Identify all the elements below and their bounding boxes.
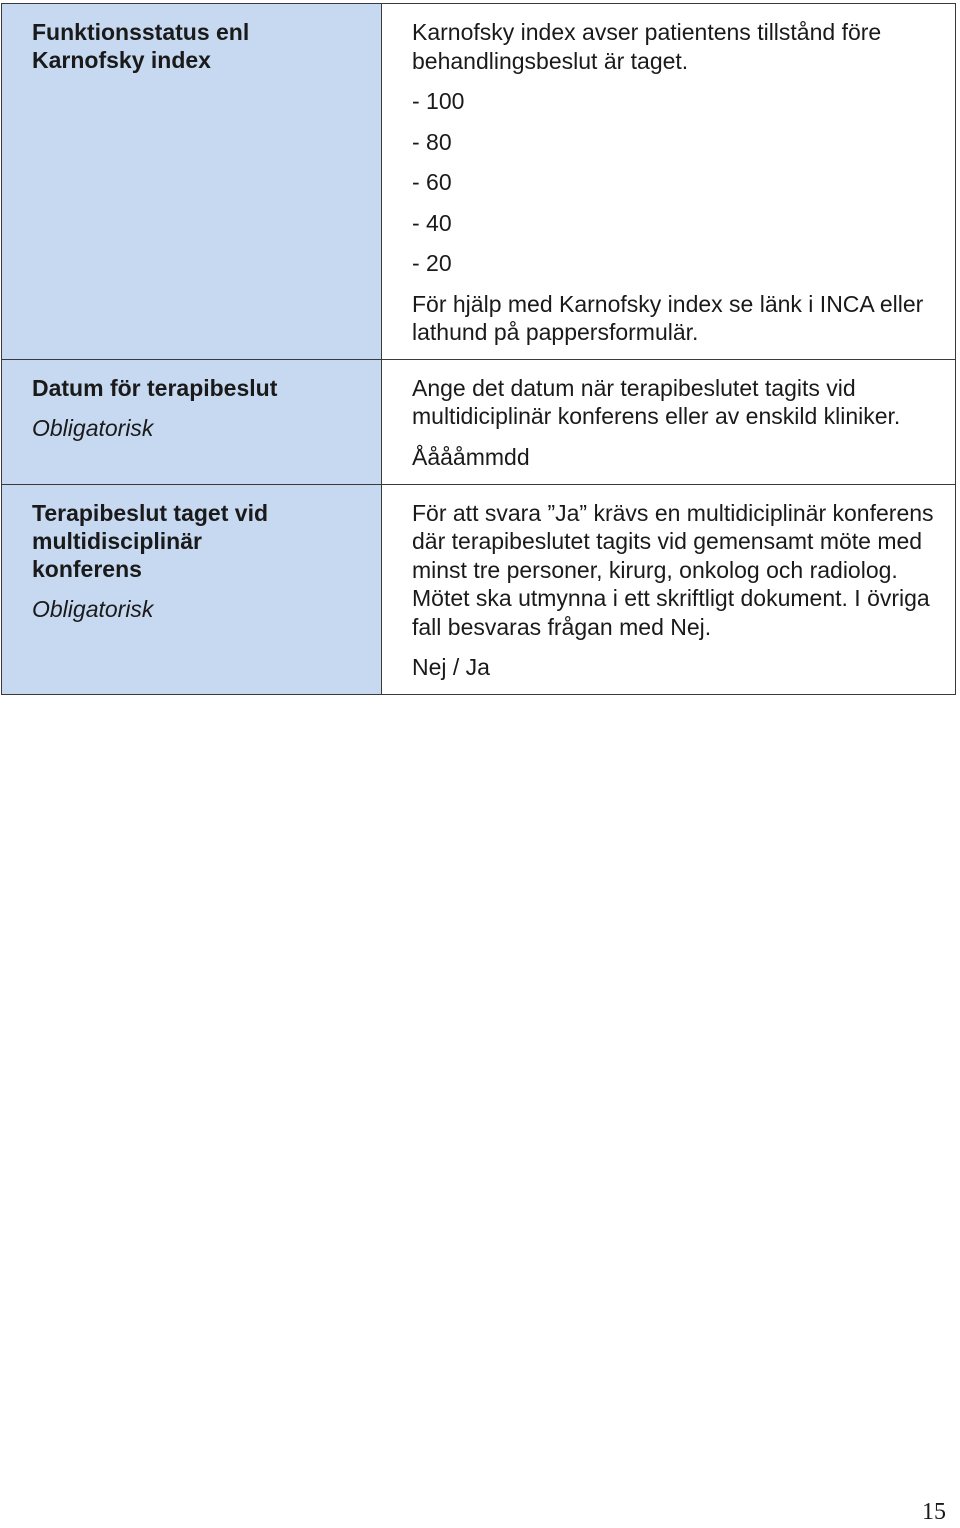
option-item: - 100 — [412, 88, 465, 114]
field-description-cell — [382, 4, 956, 360]
field-description: Karnofsky index avser patientens tillstånd före behandlingsbeslut är taget. — [412, 19, 882, 74]
format-text: Ååååmmdd — [412, 443, 530, 470]
option-item: - 60 — [412, 169, 452, 195]
field-description: För att svara ”Ja” krävs en multidiciplinär konferens där terapibeslutet tagits vid gemensamt möte med minst tre personer, kirurg, onkolog och radiolog. Mötet ska utmynna i ett skriftligt dokument. I övriga fall besvaras frågan med Nej. — [412, 499, 934, 640]
answer-options: Nej / Ja — [412, 654, 490, 680]
field-description-cell — [382, 484, 956, 694]
field-label-cell — [2, 359, 382, 484]
table-row — [2, 4, 956, 360]
requirement-label: Obligatorisk — [32, 414, 154, 441]
page-number: 15 — [922, 1499, 946, 1525]
field-label-cell — [2, 484, 382, 694]
field-definition-table — [1, 3, 956, 695]
field-label-cell — [2, 4, 382, 360]
requirement-label: Obligatorisk — [32, 595, 154, 622]
option-item: - 20 — [412, 250, 452, 276]
field-title: Funktionsstatus enl Karnofsky index — [32, 19, 250, 73]
field-description-cell — [382, 359, 956, 484]
table-row — [2, 484, 956, 694]
field-title: Terapibeslut taget vid multidisciplinär konferens — [32, 499, 269, 582]
option-item: - 80 — [412, 128, 452, 155]
table-row — [2, 359, 956, 484]
field-title: Datum för terapibeslut — [32, 374, 278, 401]
option-item: - 40 — [412, 209, 452, 236]
help-text: För hjälp med Karnofsky index se länk i INCA eller lathund på pappersformulär. — [412, 290, 924, 345]
field-description: Ange det datum när terapibeslutet tagits vid multidiciplinär konferens eller av enskild kliniker. — [412, 374, 901, 429]
